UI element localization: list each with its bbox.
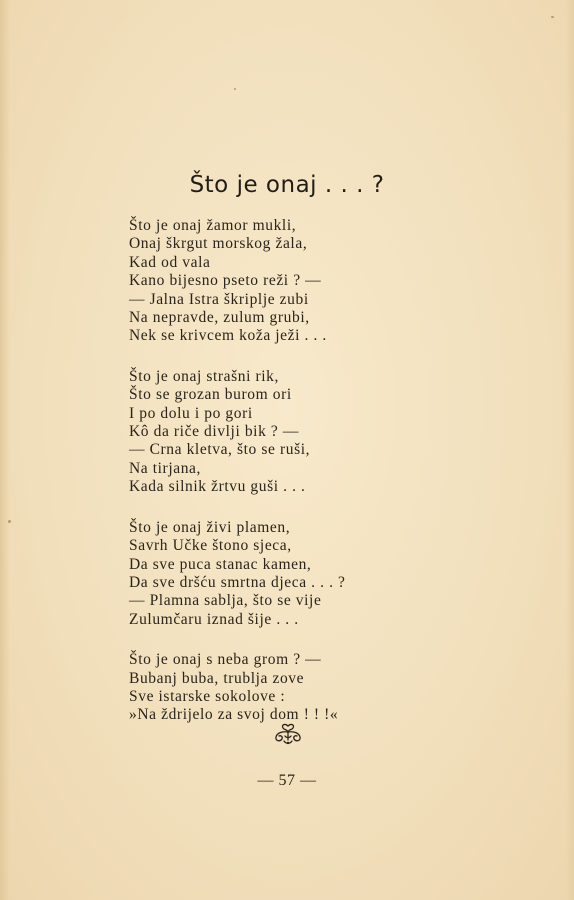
poem-line: Onaj škrgut morskog žala, (129, 235, 308, 253)
poem-line: — Jalna Istra škriplje zubi (129, 290, 309, 308)
page-number: — 57 — (257, 772, 317, 789)
poem-line: Savrh Učke štono sjeca, (129, 537, 292, 555)
poem-line: — Plamna sablja, što se vije (129, 592, 322, 610)
poem-line: Što se grozan burom ori (129, 386, 292, 404)
poem-line: Nek se krivcem koža ježi . . . (129, 327, 327, 345)
stanza-2 (129, 368, 549, 497)
poem-line: Sve istarske sokolove : (129, 687, 286, 705)
poem-line: Da sve dršću smrtna djeca . . . ? (129, 573, 346, 591)
poem-line: »Na ždrijelo za svoj dom ! ! !« (129, 706, 339, 724)
poem-line: Što je onaj živi plamen, (129, 518, 291, 536)
poem-line: Što je onaj s neba grom ? — (129, 651, 322, 669)
poem-line: Da sve puca stanac kamen, (129, 555, 312, 573)
paper-speck (551, 16, 554, 18)
poem-line: Zulumčaru iznad šije . . . (129, 610, 299, 628)
poem-line: Što je onaj strašni rik, (129, 367, 280, 385)
stanza-4 (129, 651, 549, 725)
poem-line: Kô da riče divlji bik ? — (129, 423, 299, 441)
floral-ornament-icon (272, 722, 304, 746)
poem-line: Bubanj buba, trublja zove (129, 669, 305, 687)
poem-line: Kano bijesno pseto reži ? — (129, 272, 322, 290)
poem-line: I po dolu i po gori (129, 404, 253, 422)
poem-body (129, 217, 549, 747)
poem-line: Na nepravde, zulum grubi, (129, 309, 310, 327)
stanza-1 (129, 217, 549, 346)
poem-line: Na tirjana, (129, 459, 202, 477)
paper-speck (8, 520, 11, 523)
paper-speck (234, 88, 236, 90)
stanza-3 (129, 519, 549, 629)
poem-line: Kad od vala (129, 253, 211, 271)
poem-line: — Crna kletva, što se ruši, (129, 441, 311, 459)
poem-line: Što je onaj žamor mukli, (129, 217, 297, 234)
poem-title: Što je onaj . . . ? (189, 172, 385, 198)
poem-line: Kada silnik žrtvu guši . . . (129, 478, 306, 496)
